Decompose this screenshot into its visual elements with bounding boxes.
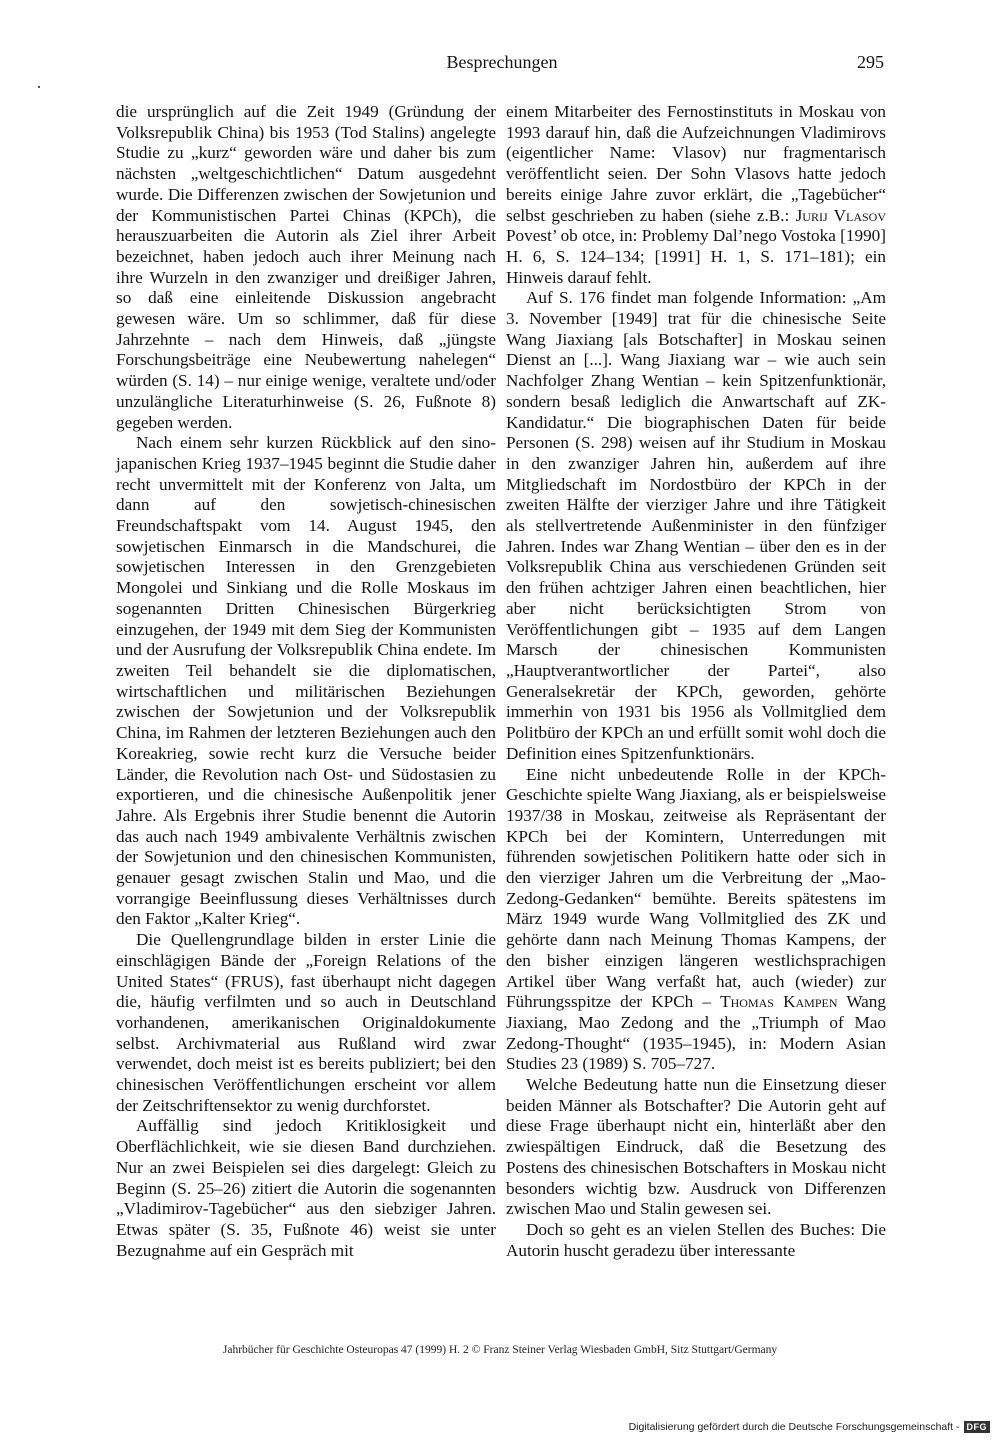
journal-footer: Jahrbücher für Geschichte Osteuropas 47 (1999) H. 2 © Franz Steiner Verlag Wiesbaden GmbH, Sitz Stuttgart/Germany — [222, 1344, 778, 1356]
paragraph: Doch so geht es an vielen Stellen des Buches: Die Autorin huscht geradezu über interessante — [506, 1219, 886, 1260]
paragraph: Auf S. 176 findet man folgende Information: „Am 3. November [1949] trat für die chinesische Seite Wang Jiaxiang [als Botschafter] in Moskau seinen Dienst an [...]. Wang Jiaxiang war – wie auch sein Nachfolger Zhang Wentian – kein Spitzenfunktionär, sondern besaß lediglich die Anwartschaft auf ZK-Kandidatur.“ Die biographischen Daten für beide Personen (S. 298) weisen auf ihr Studium in Moskau in den zwanziger Jahren hin, außerdem auf ihre Mitgliedschaft im Nordostbüro der KPCh in der zweiten Hälfte der vierziger Jahre und ihre Tätigkeit als stellvertretende Außenminister in den fünfziger Jahren. Indes war Zhang Wentian – über den es in der Volksrepublik China aus verschiedenen Gründen seit den frühen achtziger Jahren einen beachtlichen, hier aber nicht berücksichtigten Strom von Veröffentlichungen gibt – 1935 auf dem Langen Marsch der chinesischen Kommunisten „Hauptverantwortlicher der Partei“, also Generalsekretär der KPCh, geworden, gehörte immerhin von 1931 bis 1956 als Vollmitglied dem Politbüro der KPCh an und erfüllt somit wohl doch die Definition eines Spitzenfunktionärs. — [506, 288, 886, 763]
scan-speck — [38, 86, 40, 88]
running-title: Besprechungen — [446, 52, 558, 72]
author-name: Jurij Vlasov — [795, 205, 886, 225]
text-run: Eine nicht unbedeutende Rolle in der KPCh-Geschichte spielte Wang Jiaxiang, als er beispielsweise 1937/38 in Moskau, zeitweise als Repräsentant der KPCh bei der Komintern, Unterredungen mit führenden sowjetischen Politikern hatte oder sich in den vierziger Jahren um die Verbreitung der „Mao-Zedong-Gedanken“ bemühte. Bereits spätestens im März 1949 wurde Wang Vollmitglied des ZK und gehörte dann nach Meinung Thomas Kampens, der den bisher einzigen längeren westlichsprachigen Artikel über Wang verfaßt hat, auch (wieder) zur Führungsspitze der KPCh – — [506, 764, 886, 1012]
paragraph: Welche Bedeutung hatte nun die Einsetzung dieser beiden Männer als Botschafter? Die Autorin geht auf diese Frage überhaupt nicht ein, hinterläßt aber den zwiespältigen Eindruck, daß die Besetzung des Postens des chinesischen Botschafters in Moskau nicht besonders wichtig bzw. Ausdruck von Differenzen zwischen Mao und Stalin gewesen sei. — [506, 1075, 886, 1219]
paragraph: die ursprünglich auf die Zeit 1949 (Gründung der Volksrepublik China) bis 1953 (Tod Stalins) angelegte Studie zu „kurz“ geworden wäre und daher bis zum nächsten „weltgeschichtlichen“ Datum ausgedehnt wurde. Die Differenzen zwischen der Sowjetunion und der Kommunistischen Partei Chinas (KPCh), die herauszuarbeiten die Autorin als Ziel ihrer Arbeit bezeichnet, haben jedoch auch ihrer Meinung nach ihre Wurzeln in den zwanziger und dreißiger Jahren, so daß eine einleitende Diskussion angebracht gewesen wäre. Um so schlimmer, daß für diese Jahrzehnte – nach dem Hinweis, daß „jüngste Forschungsbeiträge eine Neubewertung nahelegen“ würden (S. 14) – nur einige wenige, veraltete und/oder unzulängliche Literaturhinweise (S. 26, Fußnote 8) gegeben werden. — [116, 102, 496, 432]
paragraph — [506, 765, 886, 1076]
text-run: einem Mitarbeiter des Fernostinstituts in Moskau von 1993 darauf hin, daß die Aufzeichnungen Vladimirovs (eigentlicher Name: Vlasov) nur fragmentarisch veröffentlicht seien. Der Sohn Vlasovs hatte jedoch bereits einige Jahre zuvor erklärt, die „Tagebücher“ selbst geschrieben zu haben (siehe z.B.: — [506, 102, 886, 225]
dfg-notice — [629, 1421, 990, 1433]
page-number: 295 — [857, 52, 884, 72]
text-run: Povest’ ob otce, in: Problemy Dal’nego Vostoka [1990] H. 6, S. 124–134; [1991] H. 1, S. 171–181); ein Hinweis darauf fehlt. — [506, 226, 886, 287]
running-header — [116, 52, 888, 82]
text-run: Wang Jiaxiang, Mao Zedong and the „Triumph of Mao Zedong-Thought“ (1935–1945), in: Modern Asian Studies 23 (1989) S. 705–727. — [506, 992, 886, 1074]
paragraph — [506, 102, 886, 288]
dfg-notice-text: Digitalisierung gefördert durch die Deutsche Forschungsgemeinschaft - — [628, 1421, 960, 1433]
author-name: Thomas Kampen — [720, 992, 838, 1012]
paragraph: Auffällig sind jedoch Kritiklosigkeit und Oberflächlichkeit, wie sie diesen Band durchziehen. Nur an zwei Beispielen sei dies dargelegt: Gleich zu Beginn (S. 25–26) zitiert die Autorin die sogenannten „Vladimirov-Tagebücher“ aus den siebziger Jahren. Etwas später (S. 35, Fußnote 46) weist sie unter Bezugnahme auf ein Gespräch mit — [116, 1116, 496, 1260]
paragraph: Nach einem sehr kurzen Rückblick auf den sino-japanischen Krieg 1937–1945 beginnt die Studie daher recht unvermittelt mit der Konferenz von Jalta, um dann auf den sowjetisch-chinesischen Freundschaftspakt vom 14. August 1945, den sowjetischen Einmarsch in die Mandschurei, die sowjetischen Interessen in den Grenzgebieten Mongolei und Sinkiang und die Rolle Moskaus im sogenannten Dritten Chinesischen Bürgerkrieg einzugehen, der 1949 mit dem Sieg der Kommunisten und der Ausrufung der Volksrepublik China endete. Im zweiten Teil behandelt sie die diplomatischen, wirtschaftlichen und militärischen Beziehungen zwischen der Sowjetunion und der Volksrepublik China, im Rahmen der letzteren Beziehungen auch den Koreakrieg, sowie recht kurz die Versuche beider Länder, die Revolution nach Ost- und Südostasien zu exportieren, und die chinesische Außenpolitik jener Jahre. Als Ergebnis ihrer Studie benennt die Autorin das auch nach 1949 ambivalente Verhältnis zwischen der Sowjetunion und den chinesischen Kommunisten, genauer gesagt zwischen Stalin und Mao, und die vorrangige Beeinflussung dieses Verhältnisses durch den Faktor „Kalter Krieg“. — [116, 433, 496, 929]
right-column — [506, 102, 886, 1261]
paragraph: Die Quellengrundlage bilden in erster Linie die einschlägigen Bände der „Foreign Relations of the United States“ (FRUS), fast überhaupt nicht dagegen die, häufig verfilmten und so auch in Deutschland vorhandenen, amerikanischen Originaldokumente selbst. Archivmaterial aus Rußland wird zwar verwendet, doch meist ist es bereits publiziert; bei den chinesischen Veröffentlichungen erscheint vor allem der Zeitschriftensektor zu wenig durchforstet. — [116, 930, 496, 1115]
dfg-logo-icon: DFG — [964, 1421, 991, 1433]
left-column — [116, 102, 496, 1261]
